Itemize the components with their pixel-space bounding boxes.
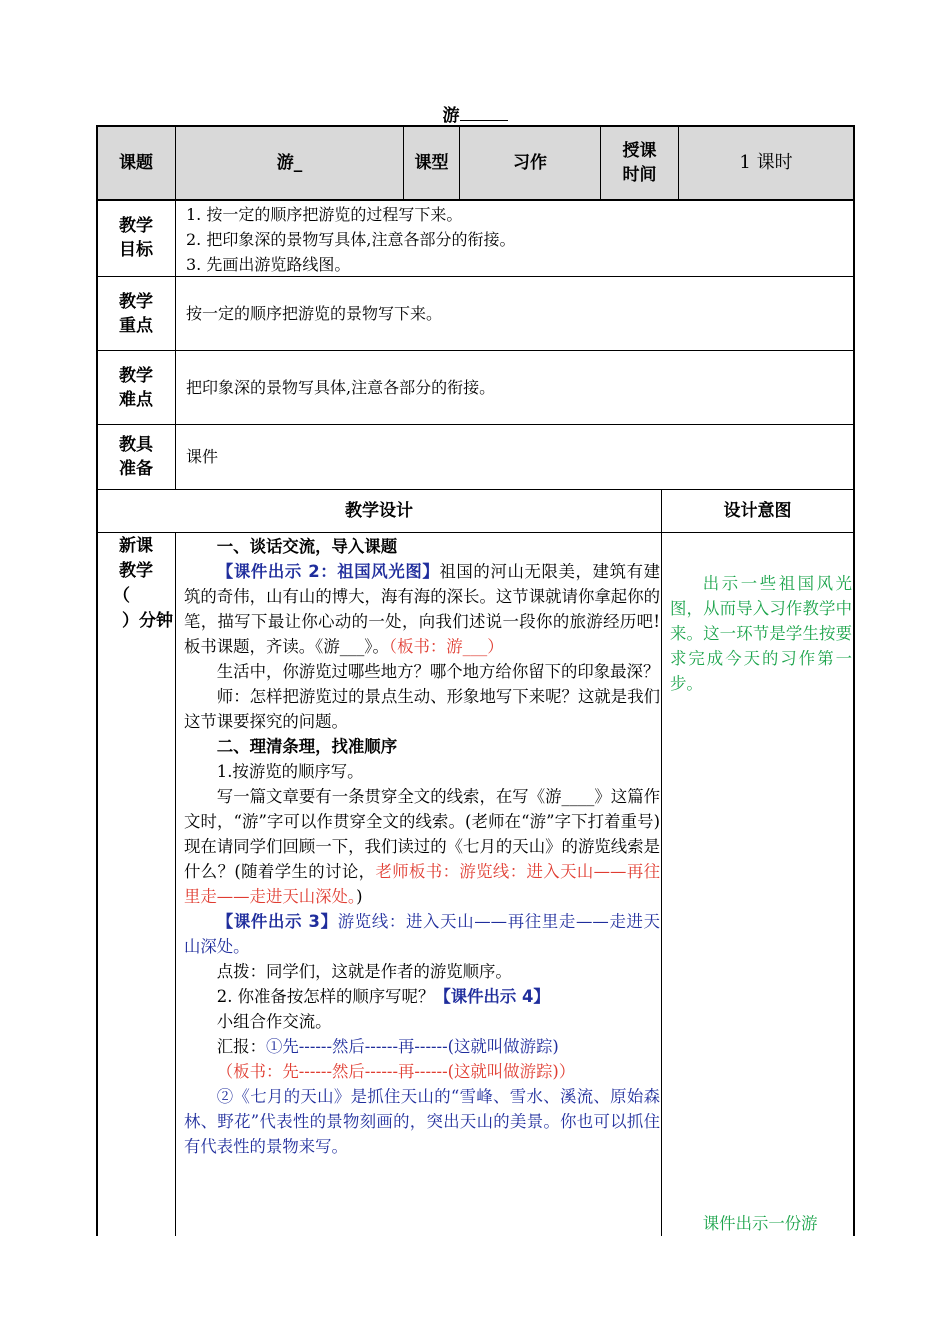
paragraph-6: 【课件出示 3】游览线：进入天山——再往里走——走进天山深处。 bbox=[184, 912, 660, 956]
title-blank bbox=[460, 106, 508, 121]
type-value: 习作 bbox=[513, 153, 547, 173]
difficulties-label: 教学 难点 bbox=[119, 365, 153, 410]
paragraph-11: （板书：先------然后------再------(这就叫做游踪)） bbox=[216, 1062, 576, 1081]
topic-label: 课题 bbox=[119, 153, 153, 173]
section-label-line: 教学 bbox=[119, 561, 153, 581]
paragraph-5: 写一篇文章要有一条贯穿全文的线索，在写《游____》这篇作文时，“游”字可以作贯穿全文的线索。(老师在“游”字下打着重号)现在请同学们回顾一下，我们读过的《七月的天山》的游览线索是什么？(随着学生的讨论，老师板书：游览线：进入天山——再往里走——走进天山深处。) bbox=[184, 787, 660, 906]
paragraph-1: 【课件出示 2：祖国风光图】祖国的河山无限美，建筑有建筑的奇伟，山有山的博大，海有海的深长。这节课就请你拿起你的笔，描写下最让你心动的一处，向我们述说一段你的旅游经历吧!板书课题，齐读。《游___》。（板书：游___） bbox=[184, 562, 660, 656]
time-label: 授课 时间 bbox=[622, 141, 657, 185]
paragraph-2: 生活中，你游览过哪些地方？哪个地方给你留下的印象最深？ bbox=[216, 662, 660, 681]
type-label: 课型 bbox=[414, 153, 449, 173]
tools-label: 教具 准备 bbox=[119, 435, 153, 479]
difficulties-text: 把印象深的景物写具体,注意各部分的衔接。 bbox=[186, 378, 496, 397]
hours-value: 1 课时 bbox=[739, 152, 793, 173]
paragraph-12: ②《七月的天山》是抓住天山的“雪峰、雪水、溪流、原始森林、野花”代表性的景物刻画的，突出天山的美景。你也可以抓住有代表性的景物来写。 bbox=[184, 1087, 660, 1156]
title-text: 游 bbox=[442, 106, 460, 126]
key-points-text: 按一定的顺序把游览的景物写下来。 bbox=[186, 304, 443, 323]
paragraph-7: 点拨：同学们，这就是作者的游览顺序。 bbox=[216, 962, 512, 981]
key-points-label: 教学 重点 bbox=[119, 291, 153, 336]
col-divider bbox=[175, 532, 176, 1236]
heading-1: 一、谈话交流，导入课题 bbox=[216, 537, 398, 556]
paragraph-9: 小组合作交流。 bbox=[216, 1012, 332, 1031]
row-divider bbox=[96, 424, 855, 425]
goals-label: 教学 目标 bbox=[119, 216, 153, 260]
section-label-line: ）分钟 bbox=[122, 611, 173, 631]
goals-list bbox=[186, 202, 846, 277]
lesson-body bbox=[184, 534, 660, 1159]
intent-header: 设计意图 bbox=[723, 501, 792, 521]
paragraph-10: 汇报：①先------然后------再------(这就叫做游踪) bbox=[216, 1037, 559, 1056]
page-title bbox=[0, 101, 950, 126]
section-label bbox=[97, 534, 175, 634]
goal-item: 1. 按一定的顺序把游览的过程写下来。 bbox=[186, 205, 463, 224]
heading-2: 二、理清条理，找准顺序 bbox=[216, 737, 398, 756]
paragraph-3: 师：怎样把游览过的景点生动、形象地写下来呢？这就是我们这节课要探究的问题。 bbox=[184, 687, 660, 731]
topic-value: 游_ bbox=[276, 153, 303, 173]
col-divider bbox=[661, 489, 662, 1236]
table-border-right bbox=[853, 125, 855, 1236]
tools-text: 课件 bbox=[186, 447, 219, 466]
goal-item: 3. 先画出游览路线图。 bbox=[186, 255, 351, 274]
row-divider bbox=[96, 350, 855, 351]
intent-text-1: 出示一些祖国风光图，从而导入习作教学中来。这一环节是学生按要求完成今天的习作第一步。 bbox=[670, 574, 852, 693]
section-label-line: 新课 bbox=[119, 536, 153, 556]
goal-item: 2. 把印象深的景物写具体,注意各部分的衔接。 bbox=[186, 230, 516, 249]
section-label-line: （ bbox=[113, 586, 130, 606]
paragraph-4: 1.按游览的顺序写。 bbox=[216, 762, 364, 781]
paragraph-8: 2. 你准备按怎样的顺序写呢？【课件出示 4】 bbox=[216, 987, 550, 1006]
intent-text-2: 课件出示一份游 bbox=[702, 1214, 818, 1233]
design-header: 教学设计 bbox=[345, 501, 413, 521]
row-divider bbox=[96, 532, 855, 533]
